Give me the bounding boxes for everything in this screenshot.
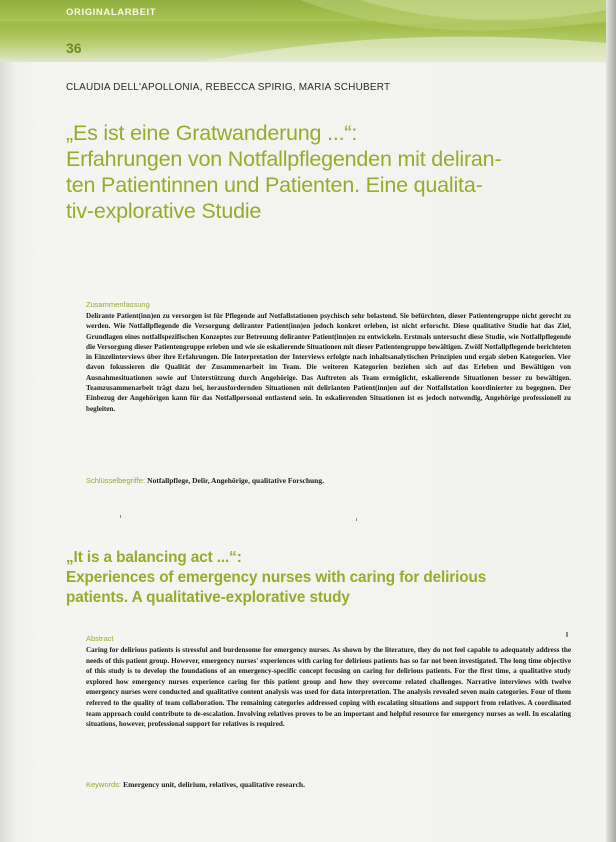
keywords-english-label: Keywords: bbox=[86, 780, 122, 789]
keywords-german-label: Schlüsselbegriffe: bbox=[86, 476, 146, 485]
header-band bbox=[0, 0, 616, 62]
scan-speck bbox=[120, 515, 121, 518]
abstract-english-heading: Abstract bbox=[86, 634, 114, 643]
page-edge-shadow bbox=[606, 0, 616, 842]
keywords-german-text: Notfallpflege, Delir, Angehörige, qualitative Forschung. bbox=[147, 476, 324, 485]
keywords-english bbox=[86, 780, 571, 790]
title-german-line: „Es ist eine Gratwanderung ...“: bbox=[66, 121, 358, 145]
title-german bbox=[66, 120, 586, 224]
title-german-line: tiv-explorative Studie bbox=[66, 199, 262, 223]
title-german-line: Erfahrungen von Notfallpflegenden mit deliran- bbox=[66, 147, 502, 171]
title-english-line: „It is a balancing act ...“: bbox=[66, 549, 242, 566]
abstract-german-text: Delirante Patient(inn)en zu versorgen ist für Pflegende auf Notfallstationen psychisch sehr belastend. Sie befürchten, dieser Patientengruppe nicht gerecht zu werden. Wie Notfallpflegende die Versorgung deliranter Patient(inn)en jedoch konkret erleben, ist nicht erforscht. Diese qualitative Studie hat das Ziel, Grundlagen eines notfallspezifischen Konzeptes zur Betreuung deliranter Patient(inn)en zu entwickeln. Erstmals untersucht diese Studie, wie Notfallpflegende die Versorgung dieser Patientengruppe erleben und wie sie eskalierende Situationen mit dieser Patientengruppe bewältigen. Zwölf Notfallpflegende berichteten in Einzelinterviews über ihre Erfahrungen. Die Interpretation der Interviews erfolgte nach inhaltsanalytischen Prinzipien und ergab sieben Kategorien. Vier davon fokussieren die Qualität der Zusammenarbeit im Team. Die weiteren Kategorien beziehen sich auf das Erleben und Bewältigen von Ausnahmesituationen sowie auf Unterstützung durch Angehörige. Das Auftreten als Team ermöglicht, eskalierende Situationen besser zu bewältigen. Teamzusammenarbeit trägt dazu bei, herausfordernden Situationen mit delirianten Patient(inn)en auf der Notfallstation koordinierter zu begegnen. Der Einbezug der Angehörigen kann für das Notfallpersonal entlastend sein. In eskalierenden Situationen ist es jedoch notwendig, Angehörige professionell zu begleiten. bbox=[86, 312, 571, 413]
keywords-english-text: Emergency unit, delirium, relatives, qualitative research. bbox=[123, 780, 305, 789]
authors: CLAUDIA DELL'APOLLONIA, REBECCA SPIRIG, MARIA SCHUBERT bbox=[66, 82, 391, 93]
title-english bbox=[66, 548, 586, 608]
title-german-line: ten Patientinnen und Patienten. Eine qualita- bbox=[66, 173, 483, 197]
scan-speck bbox=[356, 518, 357, 521]
title-english-line: patients. A qualitative-explorative study bbox=[66, 589, 350, 606]
scan-speck bbox=[566, 632, 568, 637]
page-number: 36 bbox=[66, 40, 82, 56]
section-label: ORIGINALARBEIT bbox=[66, 7, 157, 18]
abstract-german bbox=[86, 300, 571, 414]
abstract-german-heading: Zusammenfassung bbox=[86, 300, 150, 309]
keywords-german bbox=[86, 476, 571, 486]
abstract-english bbox=[86, 634, 571, 730]
title-english-line: Experiences of emergency nurses with caring for delirious bbox=[66, 569, 487, 586]
abstract-english-text: Caring for delirious patients is stressful and burdensome for emergency nurses. As shown by the literature, they do not feel capable to adequately address the needs of this patient group. However, emergency nurses' experiences with caring for delirious patients has so far not been investigated. The long time objective of this study is to develop the foundations of an emergency-specific concept focusing on caring for delirious patients. For the first time, a qualitative study explored how emergency nurses experience caring for this patient group and how they overcome related challenges. Narrative interviews with twelve emergency nurses were conducted and qualitative content analysis was used for data interpretation. The analysis revealed seven main categories. Four of them referred to the quality of team collaboration. The remaining categories addressed coping with escalating situations and support from relatives. A coordinated team approach could contribute to de-escalation. Involving relatives proves to be an important and helpful resource for emergency nurses as well. In escalating situations, however, professional support for relatives is required. bbox=[86, 646, 571, 729]
